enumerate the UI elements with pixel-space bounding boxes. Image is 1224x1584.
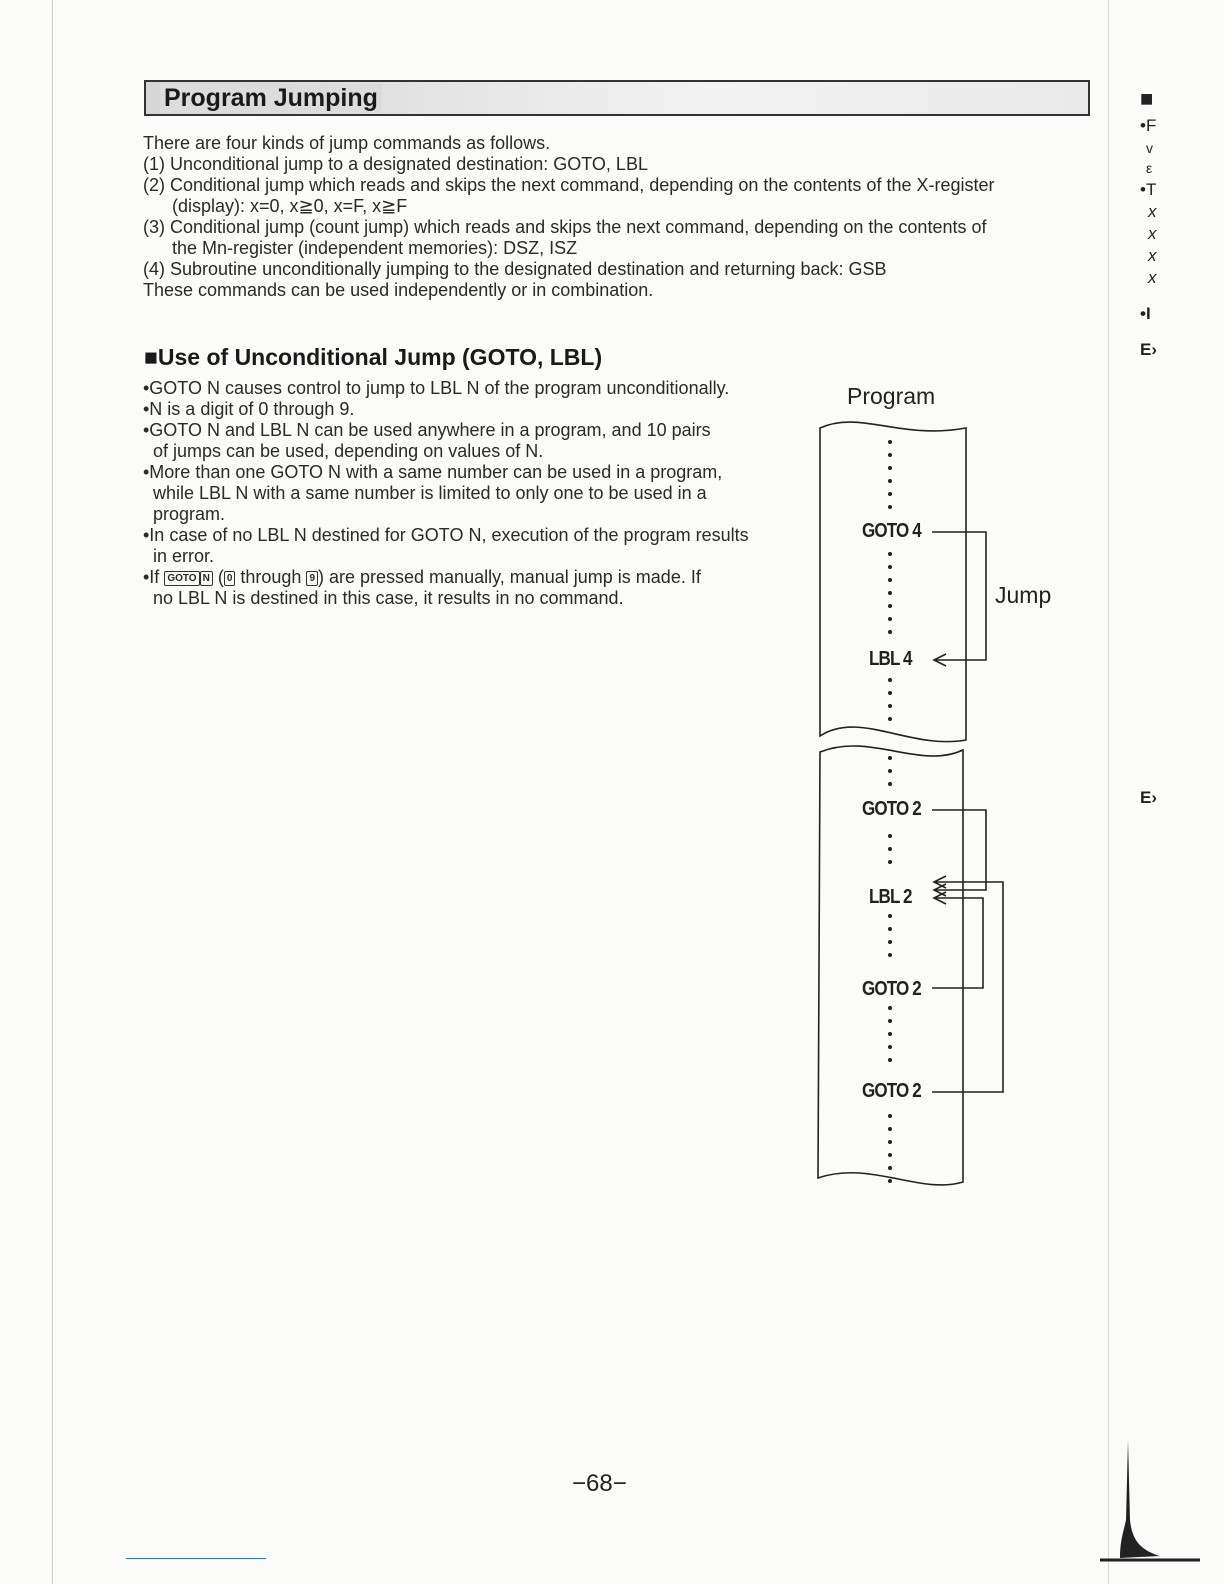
intro-text xyxy=(143,133,1103,301)
binding-mark-icon xyxy=(1090,1440,1210,1564)
intro-line: These commands can be used independently or in combination. xyxy=(143,280,654,300)
right-col-text: E› xyxy=(1140,340,1157,359)
right-col-text: x xyxy=(1148,268,1157,287)
right-col-text: •I xyxy=(1140,304,1151,323)
right-col-text: v xyxy=(1146,140,1153,156)
right-col-text: ε xyxy=(1146,160,1153,176)
bullet-line: program. xyxy=(153,504,226,524)
jump-2c-arrow-line xyxy=(932,882,1003,1092)
bullet-line: while LBL N with a same number is limited to only one to be used in a xyxy=(153,483,707,503)
intro-line: There are four kinds of jump commands as follows. xyxy=(143,133,551,153)
bullet-text: ( xyxy=(212,567,224,587)
bullet-line: in error. xyxy=(153,546,215,566)
step-goto-2: GOTO 2 xyxy=(862,978,921,1000)
jump-2a-arrow-line xyxy=(932,810,986,890)
intro-line: (display): x=0, x≧0, x=F, x≧F xyxy=(172,196,408,216)
nine-key-icon: 9 xyxy=(306,571,318,586)
right-col-text: •F xyxy=(1140,116,1157,135)
step-goto-4: GOTO 4 xyxy=(862,520,921,542)
step-goto-2: GOTO 2 xyxy=(862,798,921,820)
section-heading: ■Use of Unconditional Jump (GOTO, LBL) xyxy=(144,344,603,370)
right-edge-line xyxy=(1108,0,1109,1584)
section-header-bar xyxy=(144,80,1090,116)
page-title: Program Jumping xyxy=(160,84,382,113)
intro-line: (3) Conditional jump (count jump) which reads and skips the next command, depending on the contents of xyxy=(143,217,987,237)
intro-line: (1) Unconditional jump to a designated destination: GOTO, LBL xyxy=(143,154,648,174)
jump-diagram xyxy=(800,380,1080,1220)
right-col-text: x xyxy=(1148,202,1157,221)
goto-key-icon: GOTO xyxy=(164,571,199,586)
jump-2b-arrow-line xyxy=(932,898,983,988)
jump-label: Jump xyxy=(995,582,1052,608)
bullet-list xyxy=(143,378,793,609)
right-col-text: x xyxy=(1148,246,1157,265)
program-label: Program xyxy=(847,383,936,409)
bullet-line: of jumps can be used, depending on values of N. xyxy=(153,441,544,461)
intro-line: (2) Conditional jump which reads and skips the next command, depending on the contents of the X-register xyxy=(143,175,995,195)
zero-key-icon: 0 xyxy=(224,571,236,586)
bullet-line: •More than one GOTO N with a same number can be used in a program, xyxy=(143,462,723,482)
page-number: −68− xyxy=(572,1470,627,1497)
intro-line: (4) Subroutine unconditionally jumping to the designated destination and returning back: GSB xyxy=(143,259,887,279)
intro-line: the Mn-register (independent memories): DSZ, ISZ xyxy=(172,238,578,258)
right-col-text: ■ xyxy=(1140,86,1154,111)
bullet-line: •N is a digit of 0 through 9. xyxy=(143,399,355,419)
upper-tape-outline xyxy=(820,422,966,742)
step-goto-2: GOTO 2 xyxy=(862,1080,921,1102)
bullet-text: through xyxy=(235,567,307,587)
right-col-text: •T xyxy=(1140,180,1157,199)
bullet-line: •GOTO N causes control to jump to LBL N of the program unconditionally. xyxy=(143,378,730,398)
footer-link-line xyxy=(126,1558,266,1559)
bullet-line: •In case of no LBL N destined for GOTO N, execution of the program results xyxy=(143,525,749,545)
left-edge-line xyxy=(52,0,53,1584)
n-key-icon: N xyxy=(200,571,213,586)
step-lbl-2: LBL 2 xyxy=(869,886,912,908)
diagram-svg xyxy=(800,380,1080,1220)
bullet-line: no LBL N is destined in this case, it results in no command. xyxy=(153,588,624,608)
bullet-line: •GOTO N and LBL N can be used anywhere in a program, and 10 pairs xyxy=(143,420,711,440)
bullet-text: •If xyxy=(143,567,165,587)
bullet-line-keys xyxy=(143,567,793,588)
jump-4-arrow-line xyxy=(932,532,986,660)
right-col-text: x xyxy=(1148,224,1157,243)
bullet-text: ) are pressed manually, manual jump is made. If xyxy=(318,567,701,587)
step-lbl-4: LBL 4 xyxy=(869,648,912,670)
right-col-text: E› xyxy=(1140,788,1157,807)
